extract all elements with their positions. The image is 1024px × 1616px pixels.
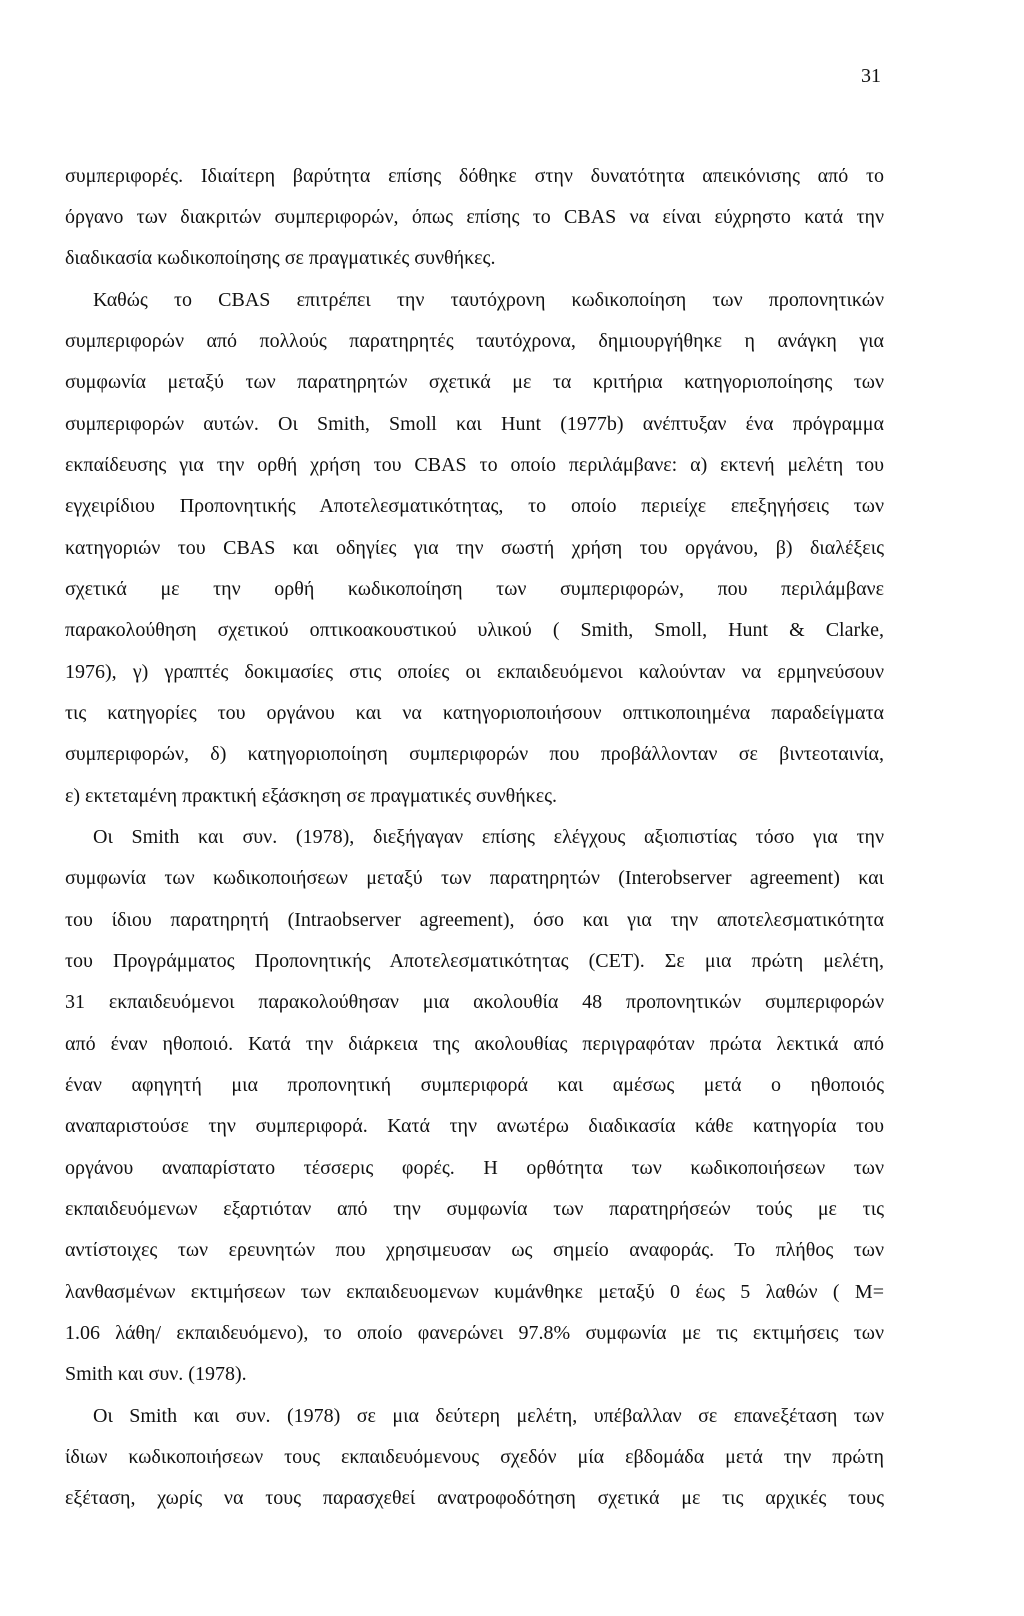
text-line: 31 εκπαιδευόμενοι παρακολούθησαν μια ακολουθία 48 προπονητικών συμπεριφορών	[65, 991, 884, 1013]
page-number: 31	[861, 65, 881, 87]
text-line: συμπεριφορές. Ιδιαίτερη βαρύτητα επίσης δόθηκε στην δυνατότητα απεικόνισης από το	[65, 165, 884, 187]
text-line: κατηγοριών του CBAS και οδηγίες για την σωστή χρήση του οργάνου, β) διαλέξεις	[65, 537, 884, 559]
text-line: συμπεριφορών από πολλούς παρατηρητές ταυτόχρονα, δημιουργήθηκε η ανάγκη για	[65, 330, 884, 352]
text-line: από έναν ηθοποιό. Κατά την διάρκεια της ακολουθίας περιγραφόταν πρώτα λεκτικά από	[65, 1033, 884, 1055]
text-line: ε) εκτεταμένη πρακτική εξάσκηση σε πραγματικές συνθήκες.	[65, 785, 558, 807]
text-line: παρακολούθηση σχετικού οπτικοακουστικού υλικού ( Smith, Smoll, Hunt & Clarke,	[65, 619, 884, 641]
text-line: αναπαριστούσε την συμπεριφορά. Κατά την ανωτέρω διαδικασία κάθε κατηγορία του	[65, 1115, 884, 1137]
text-line: λανθασμένων εκτιμήσεων των εκπαιδευομενων κυμάνθηκε μεταξύ 0 έως 5 λαθών ( M=	[65, 1281, 884, 1303]
text-line: Οι Smith και συν. (1978), διεξήγαγαν επίσης ελέγχους αξιοπιστίας τόσο για την	[93, 826, 884, 848]
text-line: όργανο των διακριτών συμπεριφορών, όπως επίσης το CBAS να είναι εύχρηστο κατά την	[65, 206, 884, 228]
text-line: συμπεριφορών αυτών. Οι Smith, Smoll και Hunt (1977b) ανέπτυξαν ένα πρόγραμμα	[65, 413, 884, 435]
text-line: συμπεριφορών, δ) κατηγοριοποίηση συμπεριφορών που προβάλλονταν σε βιντεοταινία,	[65, 743, 884, 765]
text-line: εξέταση, χωρίς να τους παρασχεθεί ανατροφοδότηση σχετικά με τις αρχικές τους	[65, 1487, 884, 1509]
text-line: σχετικά με την ορθή κωδικοποίηση των συμπεριφορών, που περιλάμβανε	[65, 578, 884, 600]
text-line: αντίστοιχες των ερευνητών που χρησιμευσαν ως σημείο αναφοράς. Το πλήθος των	[65, 1239, 884, 1261]
text-line: Καθώς το CBAS επιτρέπει την ταυτόχρονη κωδικοποίηση των προπονητικών	[93, 289, 884, 311]
text-line: 1.06 λάθη/ εκπαιδευόμενο), το οποίο φανερώνει 97.8% συμφωνία με τις εκτιμήσεις των	[65, 1322, 884, 1344]
text-line: Οι Smith και συν. (1978) σε μια δεύτερη μελέτη, υπέβαλλαν σε επανεξέταση των	[93, 1405, 884, 1427]
text-line: οργάνου αναπαρίστατο τέσσερις φορές. Η ορθότητα των κωδικοποιήσεων των	[65, 1157, 884, 1179]
text-line: εκπαίδευσης για την ορθή χρήση του CBAS το οποίο περιλάμβανε: α) εκτενή μελέτη του	[65, 454, 884, 476]
text-line: Smith και συν. (1978).	[65, 1363, 247, 1385]
text-line: συμφωνία των κωδικοποιήσεων μεταξύ των παρατηρητών (Interobserver agreement) και	[65, 867, 884, 889]
text-line: εκπαιδευόμενων εξαρτιόταν από την συμφωνία των παρατηρήσεών τούς με τις	[65, 1198, 884, 1220]
text-line: 1976), γ) γραπτές δοκιμασίες στις οποίες οι εκπαιδευόμενοι καλούνταν να ερμηνεύσουν	[65, 661, 884, 683]
text-line: έναν αφηγητή μια προπονητική συμπεριφορά και αμέσως μετά ο ηθοποιός	[65, 1074, 884, 1096]
text-line: εγχειρίδιου Προπονητικής Αποτελεσματικότητας, το οποίο περιείχε επεξηγήσεις των	[65, 495, 884, 517]
text-line: του ίδιου παρατηρητή (Intraobserver agreement), όσο και για την αποτελεσματικότητα	[65, 909, 884, 931]
text-line: του Προγράμματος Προπονητικής Αποτελεσματικότητας (CET). Σε μια πρώτη μελέτη,	[65, 950, 884, 972]
text-line: διαδικασία κωδικοποίησης σε πραγματικές συνθήκες.	[65, 247, 496, 269]
text-line: τις κατηγορίες του οργάνου και να κατηγοριοποιήσουν οπτικοποιημένα παραδείγματα	[65, 702, 884, 724]
text-line: ίδιων κωδικοποιήσεων τους εκπαιδευόμενους σχεδόν μία εβδομάδα μετά την πρώτη	[65, 1446, 884, 1468]
text-line: συμφωνία μεταξύ των παρατηρητών σχετικά με τα κριτήρια κατηγοριοποίησης των	[65, 371, 884, 393]
